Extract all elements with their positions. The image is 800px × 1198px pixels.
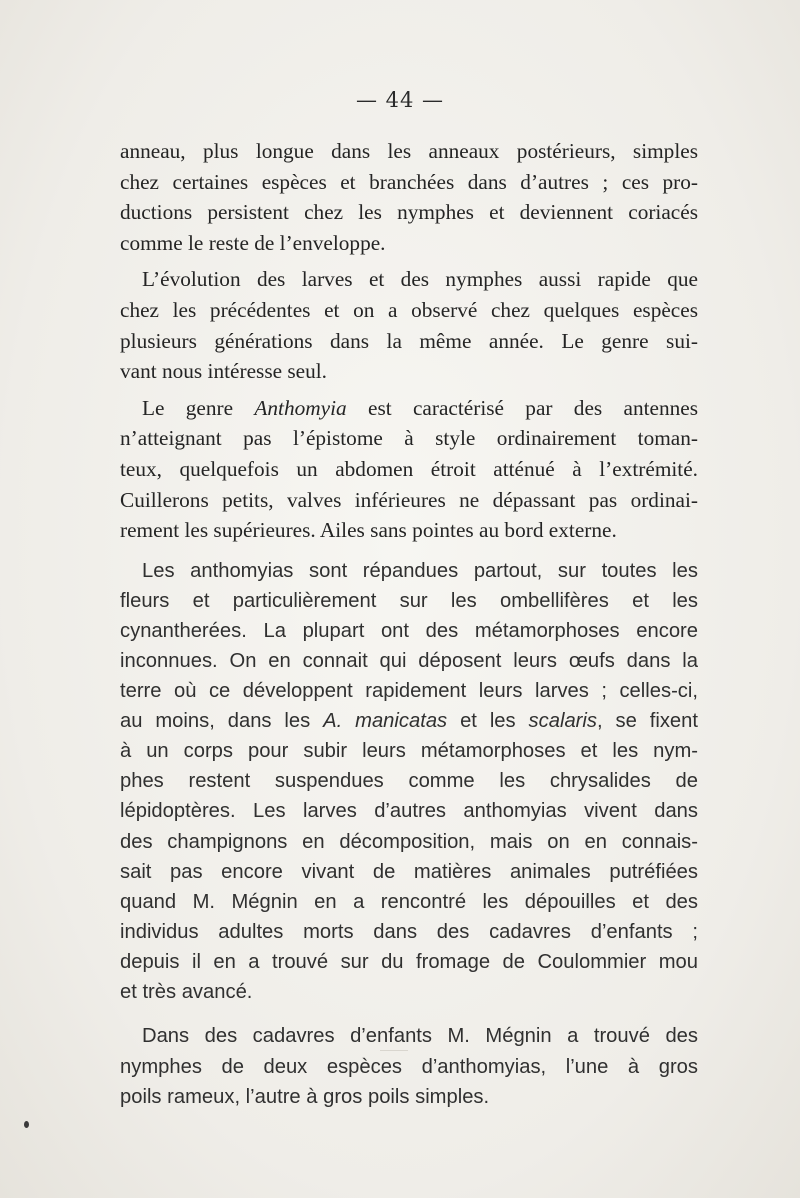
text-fragment: est caractérisé par des antennes bbox=[346, 395, 699, 420]
text-line: et très avancé. bbox=[120, 981, 253, 1004]
paragraph-3 bbox=[120, 393, 698, 546]
body-text bbox=[120, 136, 698, 1112]
text-line: lépidoptères. Les larves d’autres anthomyias vivent dans bbox=[120, 800, 698, 823]
text-line: chez certaines espèces et branchées dans d’autres ; ces pro- bbox=[120, 169, 698, 194]
text-line: depuis il en a trouvé sur du fromage de Coulommier mou bbox=[120, 950, 698, 973]
text-line: n’atteignant pas l’épistome à style ordinairement toman- bbox=[120, 426, 698, 451]
text-line: quand M. Mégnin en a rencontré les dépouilles et des bbox=[120, 890, 698, 913]
text-line: phes restent suspendues comme les chrysalides de bbox=[120, 770, 698, 793]
text-line: plusieurs générations dans la même année. Le genre sui- bbox=[120, 328, 698, 353]
text-line: Les anthomyias sont répandues partout, sur toutes les bbox=[142, 559, 698, 582]
text-line: sait pas encore vivant de matières animales putréfiées bbox=[120, 860, 698, 883]
text-line: à un corps pour subir leurs métamorphoses et les nym- bbox=[120, 740, 698, 763]
text-line: anneau, plus longue dans les anneaux postérieurs, simples bbox=[120, 139, 698, 163]
text-fragment: au moins, dans les bbox=[120, 710, 324, 733]
text-line: individus adultes morts dans des cadavres d’enfants ; bbox=[120, 920, 698, 943]
text-fragment: , se fixent bbox=[596, 710, 698, 733]
paragraph-4 bbox=[120, 556, 698, 1007]
text-line: Dans des cadavres d’enfants M. Mégnin a trouvé des bbox=[142, 1025, 698, 1048]
text-line: poils rameux, l’autre à gros poils simples. bbox=[120, 1085, 490, 1108]
species-name: scalaris bbox=[528, 710, 597, 733]
faint-mark bbox=[380, 1050, 408, 1051]
text-line: cynantherées. La plupart ont des métamorphoses encore bbox=[120, 619, 698, 642]
text-line: rement les supérieures. Ailes sans pointes au bord externe. bbox=[120, 518, 617, 543]
text-fragment: Le genre bbox=[142, 395, 255, 420]
paragraph-1 bbox=[120, 136, 698, 258]
text-line: chez les précédentes et on a observé chez quelques espèces bbox=[120, 297, 698, 322]
paragraph-5 bbox=[120, 1021, 698, 1112]
text-line: fleurs et particulièrement sur les ombellifères et les bbox=[120, 589, 698, 612]
text-line bbox=[120, 393, 698, 424]
text-line: nymphes de deux espèces d’anthomyias, l’une à gros bbox=[120, 1055, 698, 1078]
genus-name: Anthomyia bbox=[254, 395, 347, 420]
text-line: des champignons en décomposition, mais on en connais- bbox=[120, 830, 698, 853]
text-line: terre où ce développent rapidement leurs larves ; celles-ci, bbox=[120, 680, 698, 703]
paragraph-2 bbox=[120, 264, 698, 386]
text-fragment: et les bbox=[447, 710, 529, 733]
text-line: Cuillerons petits, valves inférieures ne dépassant pas ordinai- bbox=[120, 487, 698, 512]
text-line: ductions persistent chez les nymphes et deviennent coriacés bbox=[120, 200, 698, 225]
text-line: vant nous intéresse seul. bbox=[120, 359, 328, 384]
text-line: L’évolution des larves et des nymphes aussi rapide que bbox=[142, 267, 698, 292]
text-line: comme le reste de l’enveloppe. bbox=[120, 230, 386, 255]
ink-speck bbox=[24, 1121, 29, 1128]
text-line bbox=[120, 706, 698, 736]
page-number: — 44 — bbox=[355, 88, 445, 112]
text-line: inconnues. On en connait qui déposent leurs œufs dans la bbox=[120, 650, 698, 672]
species-name: A. manicatas bbox=[323, 710, 448, 733]
text-line: teux, quelquefois un abdomen étroit atténué à l’extrémité. bbox=[120, 456, 698, 481]
